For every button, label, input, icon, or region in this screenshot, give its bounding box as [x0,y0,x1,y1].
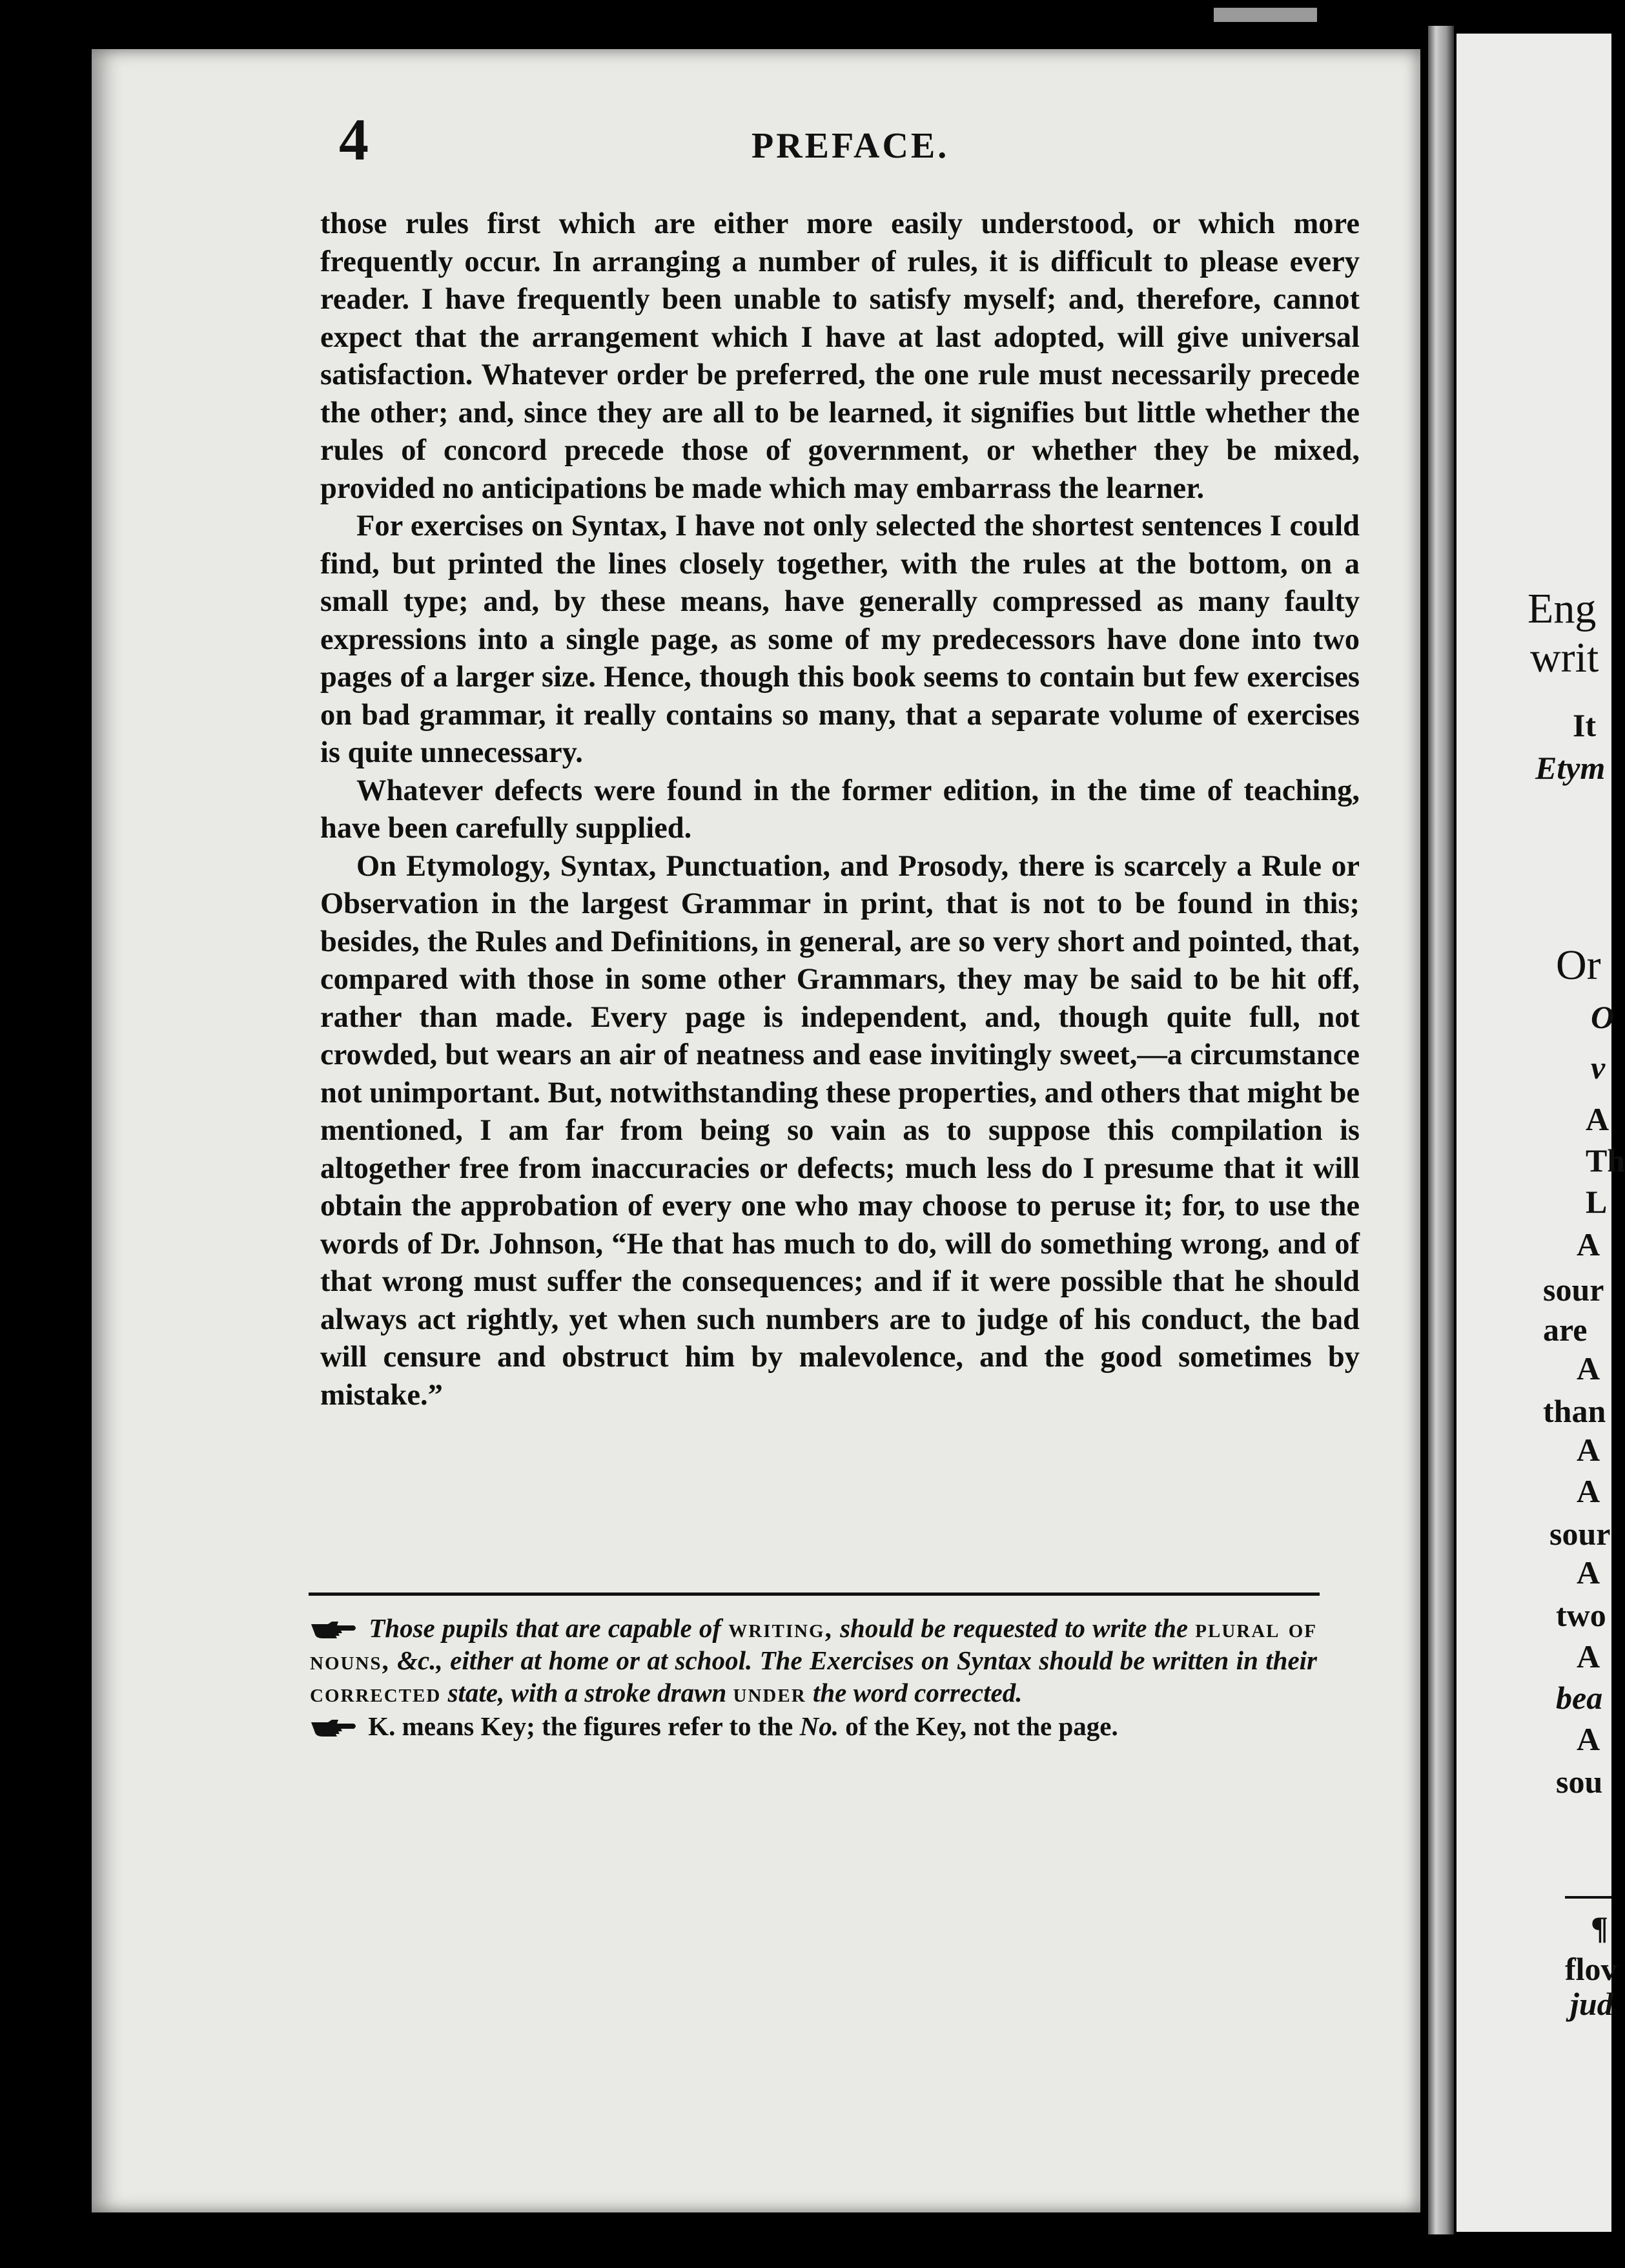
preface-body [320,205,1360,1414]
footnote-1-part-b: writing, [728,1613,833,1643]
page-number: 4 [339,107,369,172]
paragraph-defects: Whatever defects were found in the former edition, in the time of teaching, have been carefully supplied. [320,774,1360,845]
pointing-hand-icon [310,1718,356,1740]
opposite-fragment: A [1577,1554,1600,1591]
opposite-footnote-rule [1565,1896,1611,1899]
footnote-1-part-d: plural of nouns, [310,1613,1318,1675]
footnote-1-part-f: corrected [310,1678,442,1707]
opposite-fragment: A [1577,1350,1600,1387]
footnote-rule [309,1593,1320,1596]
book-gutter [1428,26,1454,2234]
opposite-fragment: v [1591,1049,1606,1086]
footnotes [310,1612,1317,1744]
opposite-fragment: O [1591,999,1615,1035]
opposite-fragment: jud [1570,1986,1613,2022]
opposite-fragment: A [1577,1473,1600,1509]
footnote-1-part-h: under [733,1678,806,1707]
paragraph-exercises: For exercises on Syntax, I have not only selected the shortest sentences I could find, but printed the lines closely together, with the rules at the bottom, on a small type; and, by these means, have generally compressed as many faulty expressions into a single page, as some of my predecessors have done into two pages of a larger size. Hence, though this book seems to contain but few exercises on bad grammar, it really contains so many, that a separate volume of exercises is quite unnecessary. [320,510,1360,769]
opposite-fragment: L [1586,1184,1608,1220]
opposite-fragment: bea [1556,1680,1603,1716]
footnote-2-part-b: No. [799,1711,839,1741]
opposite-fragment: A [1577,1721,1600,1757]
footnote-key [310,1710,1317,1742]
footnote-1-part-g: state, with a stroke drawn [447,1678,727,1707]
opposite-fragment: sou [1556,1764,1603,1800]
footnote-2-part-a: K. means Key; the figures refer to the [368,1711,793,1741]
footnote-1-part-e: &c., either at home or at school. The Exercises on Syntax should be written in their [397,1645,1318,1675]
opposite-fragment: A [1577,1432,1600,1468]
opposite-fragment: flov [1565,1951,1617,1987]
opposite-fragment: Eng [1528,585,1597,632]
opposite-fragment: Th [1586,1142,1625,1179]
opposite-fragment: than [1543,1393,1606,1429]
opposite-fragment: Etym [1535,750,1606,786]
footnote-1-part-a: Those pupils that are capable of [369,1613,722,1643]
opposite-fragment: sour [1543,1272,1604,1308]
opposite-fragment: ¶ [1591,1910,1609,1946]
opposite-fragment: It [1573,707,1597,743]
footnote-1-part-c: should be requested to write the [840,1613,1189,1643]
opposite-fragment: sour [1549,1516,1611,1552]
footnote-2-part-c: of the Key, not the page. [845,1711,1118,1741]
opposite-fragment: are [1543,1312,1588,1348]
opposite-fragment: two [1556,1597,1606,1633]
opposite-fragment: writ [1530,634,1599,681]
opposite-fragment: Or [1556,942,1601,989]
opposite-fragment: A [1586,1101,1610,1137]
paragraph-continued: those rules first which are either more easily understood, or which more frequently occur. In arranging a number of rules, it is difficult to please every reader. I have frequently been unable to satisfy myself; and, therefore, cannot expect that the arrangement which I have at last adopted, will give universal satisfaction. Whatever order be preferred, the one rule must necessarily precede the other; and, since they are all to be learned, it signifies but little whether the rules of concord precede those of government, or whether they be mixed, provided no anticipations be made which may embarrass the learner. [320,207,1360,505]
pointing-hand-icon [310,1620,356,1642]
opposite-fragment: A [1577,1226,1600,1263]
scan-edge-top [1214,8,1317,22]
paragraph-etymology: On Etymology, Syntax, Punctuation, and Prosody, there is scarcely a Rule or Observation in the largest Grammar in print, that is not to be found in this; besides, the Rules and Definitions, in general, are so very short and pointed, that, compared with those in some other Grammars, they may be said to be hit off, rather than made. Every page is independent, and, though quite full, not crowded, but wears an air of neatness and ease invitingly sweet,—a circumstance not unimportant. But, notwithstanding these properties, and others that might be mentioned, I am far from being so vain as to suppose this compilation is altogether free from inaccuracies or defects; much less do I presume that it will obtain the approbation of every one who may choose to peruse it; for, to use the words of Dr. Johnson, “He that has much to do, will do something wrong, and of that wrong must suffer the consequences; and if it were possible that he should always act rightly, yet when such numbers are to judge of his conduct, the bad will censure and obstruct him by malevolence, and the good sometimes by mistake.” [320,849,1360,1412]
opposite-fragment: A [1577,1638,1600,1675]
footnote-writing [310,1612,1317,1709]
footnote-1-part-i: the word corrected. [812,1678,1023,1707]
running-head: PREFACE. [751,126,950,166]
